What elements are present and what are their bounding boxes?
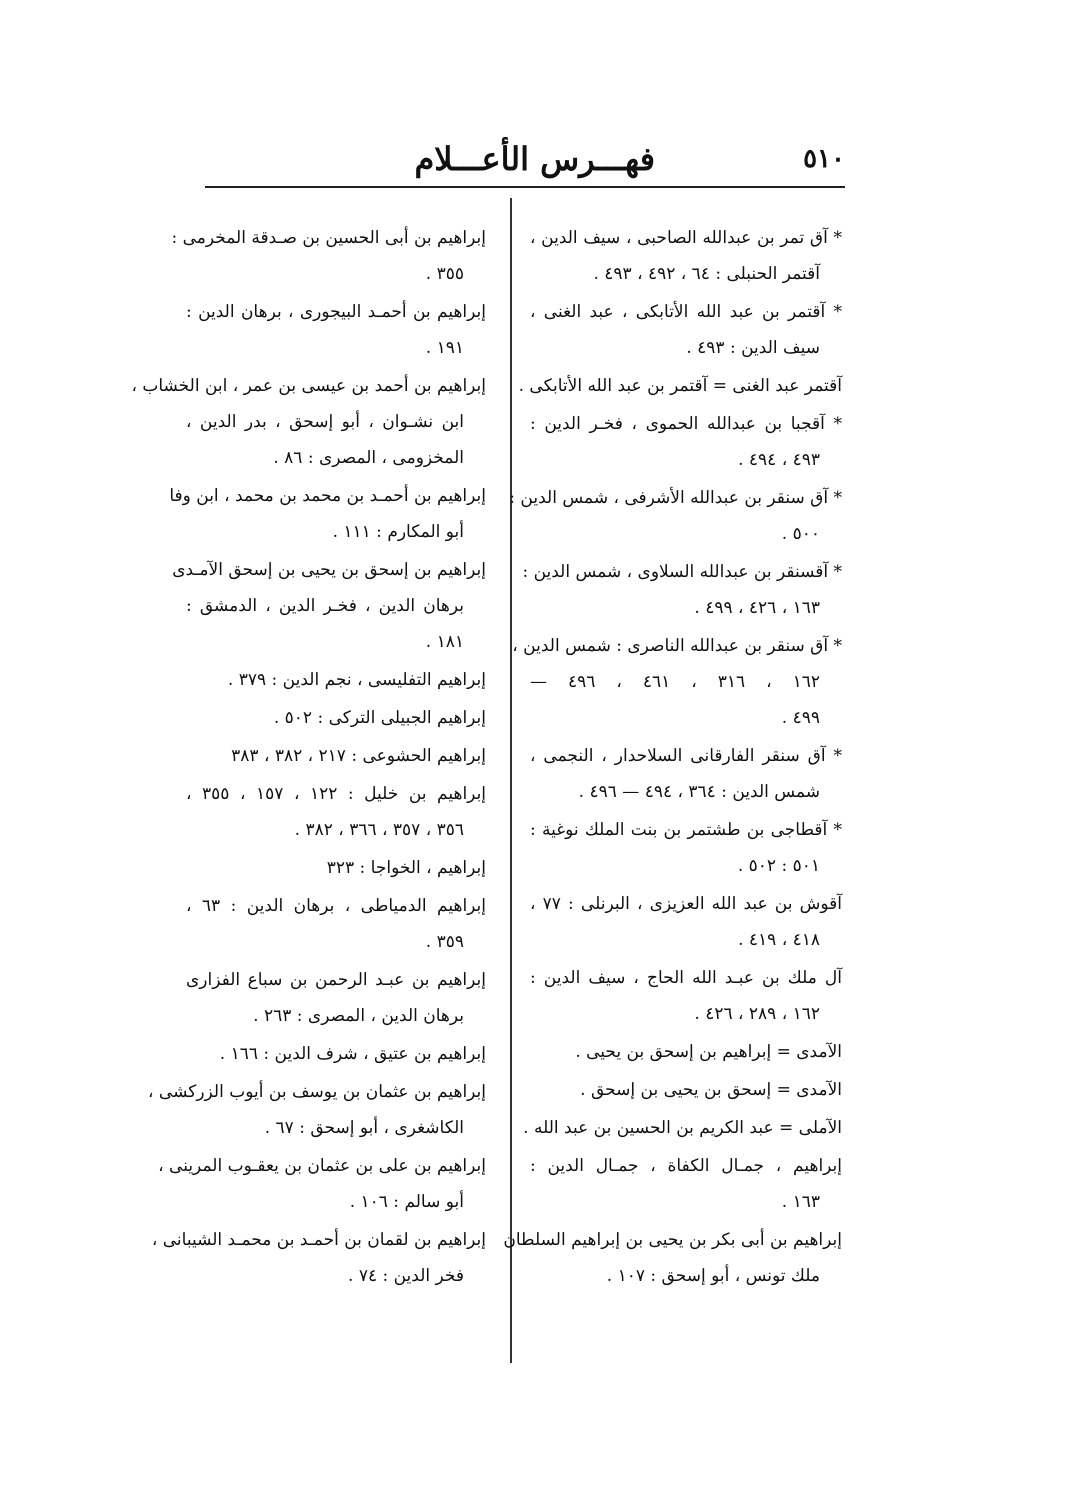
entry-heading-line: إبراهيم الجبيلى التركى : ٥٠٢ .: [273, 708, 486, 728]
entry-heading-line: إبراهيم بن أحمد بن عيسى بن عمر ، ابن الخشاب ،: [131, 376, 486, 396]
entry-continuation-line: ٣٥٦ ، ٣٥٧ ، ٣٦٦ ، ٣٨٢ .: [294, 820, 464, 840]
entry-heading-line: إبراهيم بن عثمان بن يوسف بن أيوب الزركشى ،: [148, 1082, 486, 1102]
index-entry: [186, 776, 486, 848]
index-entry: [186, 888, 486, 960]
index-entry: [186, 962, 486, 1034]
index-entry: [148, 1074, 486, 1146]
entry-heading-line: * آقتمر بن عبد الله الأتابكى ، عبد الغنى ،: [530, 302, 842, 322]
index-entry: [186, 294, 486, 366]
index-entry: [530, 1034, 842, 1070]
entry-heading-line: * آق سنقر بن عبدالله الناصرى : شمس الدين ،: [512, 636, 842, 656]
entry-heading-line: إبراهيم بن على بن عثمان بن يعقـوب المرينى ،: [158, 1156, 486, 1176]
index-entry: [169, 478, 486, 550]
page-title: فهـــرس الأعـــلام: [414, 140, 655, 178]
entry-continuation-line: ٤٩٩ .: [781, 708, 820, 728]
entry-heading-line: إبراهيم بن لقمان بن أحمـد بن محمـد الشيبانى ،: [151, 1230, 486, 1250]
entry-heading-line: * آقجبا بن عبدالله الحموى ، فخـر الدين :: [530, 414, 842, 434]
index-entry: [530, 1148, 842, 1220]
entry-heading-line: إبراهيم ، الخواجا : ٣٢٣: [326, 858, 486, 878]
entry-continuation-line: سيف الدين : ٤٩٣ .: [686, 338, 820, 358]
entry-heading-line: آقتمر عبد الغنى = آقتمر بن عبد الله الأتابكى .: [518, 376, 842, 396]
index-entry: [186, 850, 486, 886]
index-entry: [530, 294, 842, 366]
index-entry: [186, 662, 486, 698]
entry-continuation-line: برهان الدين ، فخـر الدين ، الدمشق :: [186, 596, 464, 616]
index-entry: [186, 738, 486, 774]
index-entry: [530, 738, 842, 810]
entry-continuation-line: ٣٥٥ .: [425, 264, 464, 284]
entry-heading-line: * آق تمر بن عبدالله الصاحبى ، سيف الدين ،: [530, 228, 842, 248]
entry-continuation-line: أبو المكارم : ١١١ .: [332, 522, 464, 542]
entry-continuation-line: برهان الدين ، المصرى : ٢٦٣ .: [253, 1006, 464, 1026]
entry-continuation-line: ١٩١ .: [425, 338, 464, 358]
entry-continuation-line: ١٦٢ ، ٣١٦ ، ٤٦١ ، ٤٩٦ —: [530, 672, 821, 692]
entry-continuation-line: ٤٩٣ ، ٤٩٤ .: [738, 450, 820, 470]
entry-heading-line: إبراهيم ، جمـال الكفاة ، جمـال الدين :: [530, 1156, 842, 1176]
entry-continuation-line: ملك تونس ، أبو إسحق : ١٠٧ .: [606, 1266, 820, 1286]
index-entry: [171, 220, 486, 292]
entry-heading-line: الآمدى = إسحق بن يحيى بن إسحق .: [580, 1080, 842, 1100]
header-rule: [205, 186, 845, 188]
entry-heading-line: إبراهيم بن أحمـد بن محمد بن محمد ، ابن وفا: [169, 486, 486, 506]
entry-heading-line: إبراهيم الحشوعى : ٢١٧ ، ٣٨٢ ، ٣٨٣: [231, 746, 486, 766]
index-entry: [509, 480, 842, 552]
entry-heading-line: إبراهيم بن خليل : ١٢٢ ، ١٥٧ ، ٣٥٥ ،: [186, 784, 487, 804]
entry-continuation-line: الكاشغرى ، أبو إسحق : ٦٧ .: [264, 1118, 464, 1138]
index-entry: [530, 1072, 842, 1108]
entry-continuation-line: ١٨١ .: [425, 632, 464, 652]
entry-continuation-line: ٤١٨ ، ٤١٩ .: [738, 930, 820, 950]
entry-heading-line: * آقطاجى بن طشتمر بن بنت الملك نوغية :: [530, 820, 842, 840]
entry-continuation-line: ٣٥٩ .: [425, 932, 464, 952]
index-column-left: [131, 220, 487, 1296]
entry-heading-line: إبراهيم بن أبى الحسين بن صـدقة المخرمى :: [171, 228, 486, 248]
index-entry: [131, 368, 486, 476]
index-entry: [523, 1110, 842, 1146]
entry-heading-line: إبراهيم بن عتيق ، شرف الدين : ١٦٦ .: [219, 1044, 486, 1064]
index-column-right: [503, 220, 843, 1296]
index-entry: [151, 1222, 486, 1294]
entry-continuation-line: ١٦٣ ، ٤٢٦ ، ٤٩٩ .: [694, 598, 820, 618]
entry-heading-line: إبراهيم بن عبـد الرحمن بن سباع الفزارى: [186, 970, 486, 990]
index-entry: [522, 554, 842, 626]
entry-continuation-line: المخزومى ، المصرى : ٨٦ .: [273, 448, 464, 468]
entry-heading-line: إبراهيم بن إسحق بن يحيى بن إسحق الآمـدى: [172, 560, 486, 580]
entry-heading-line: آقوش بن عبد الله العزيزى ، البرنلى : ٧٧ ،: [530, 894, 843, 914]
entry-heading-line: * آقسنقر بن عبدالله السلاوى ، شمس الدين :: [522, 562, 842, 582]
entry-heading-line: الآملى = عبد الكريم بن الحسين بن عبد الله .: [523, 1118, 842, 1138]
entry-continuation-line: ابن نشـوان ، أبو إسحق ، بدر الدين ،: [186, 412, 464, 432]
index-entry: [503, 1222, 842, 1294]
index-entry: [518, 368, 842, 404]
entry-continuation-line: آقتمر الحنبلى : ٦٤ ، ٤٩٢ ، ٤٩٣ .: [593, 264, 820, 284]
entry-continuation-line: فخر الدين : ٧٤ .: [348, 1266, 464, 1286]
entry-heading-line: آل ملك بن عبـد الله الحاج ، سيف الدين :: [530, 968, 842, 988]
entry-continuation-line: ١٦٣ .: [781, 1192, 820, 1212]
index-entry: [530, 812, 842, 884]
entry-continuation-line: ٥٠٠ .: [781, 524, 820, 544]
index-entry: [530, 220, 842, 292]
entry-continuation-line: ١٦٢ ، ٢٨٩ ، ٤٢٦ .: [694, 1004, 820, 1024]
index-entry: [512, 628, 842, 736]
index-entry: [186, 1036, 486, 1072]
entry-heading-line: إبراهيم التفليسى ، نجم الدين : ٣٧٩ .: [227, 670, 486, 690]
entry-heading-line: * آق سنقر بن عبدالله الأشرفى ، شمس الدين :: [509, 488, 842, 508]
entry-continuation-line: شمس الدين : ٣٦٤ ، ٤٩٤ — ٤٩٦ .: [578, 782, 820, 802]
entry-heading-line: الآمدى = إبراهيم بن إسحق بن يحيى .: [575, 1042, 842, 1062]
entry-continuation-line: ٥٠١ : ٥٠٢ .: [737, 856, 820, 876]
page-number: ٥١٠: [803, 144, 845, 174]
index-entry: [186, 700, 486, 736]
index-entry: [172, 552, 486, 660]
column-divider: [510, 198, 512, 1363]
index-entry: [158, 1148, 486, 1220]
entry-heading-line: إبراهيم الدمياطى ، برهان الدين : ٦٣ ،: [186, 896, 486, 916]
entry-heading-line: * آق سنقر الفارقانى السلاحدار ، النجمى ،: [530, 746, 842, 766]
index-entry: [530, 406, 842, 478]
entry-continuation-line: أبو سالم : ١٠٦ .: [349, 1192, 464, 1212]
entry-heading-line: إبراهيم بن أحمـد البيجورى ، برهان الدين :: [186, 302, 486, 322]
page-header: [205, 140, 845, 184]
index-entry: [530, 886, 842, 958]
entry-heading-line: إبراهيم بن أبى بكر بن يحيى بن إبراهيم السلطان: [503, 1230, 842, 1250]
index-entry: [530, 960, 842, 1032]
